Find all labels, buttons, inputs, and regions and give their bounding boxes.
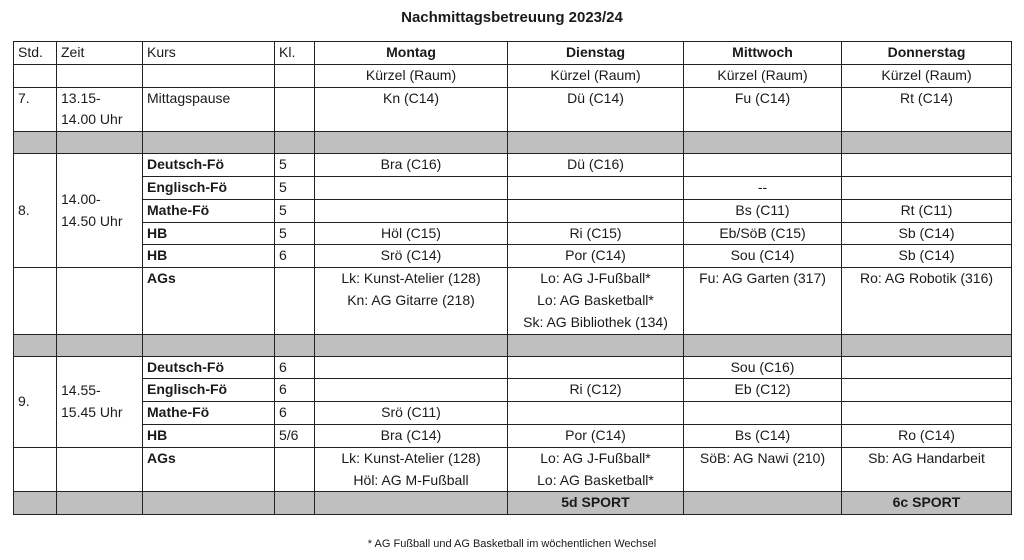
table-cell: Por (C14) bbox=[508, 424, 684, 447]
table-cell: Bra (C14) bbox=[315, 424, 508, 447]
ags-cell: Lo: AG J-Fußball* Lo: AG Basketball* Sk: AG Bibliothek (134) bbox=[508, 268, 684, 334]
ags-highlight: Lk: Kunst-Atelier (128) bbox=[341, 270, 481, 287]
table-row bbox=[14, 199, 1012, 222]
table-cell bbox=[842, 154, 1012, 177]
table-row bbox=[14, 424, 1012, 447]
period-number: 9. bbox=[14, 356, 57, 447]
period-time: 14.55- 15.45 Uhr bbox=[57, 356, 143, 447]
class-level: 6 bbox=[275, 245, 315, 268]
table-cell: Eb/SöB (C15) bbox=[684, 222, 842, 245]
table-cell bbox=[508, 199, 684, 222]
table-cell: Bs (C14) bbox=[684, 424, 842, 447]
period-time: 14.00- 14.50 Uhr bbox=[57, 154, 143, 268]
ags-cell: Ro: AG Robotik (316) bbox=[842, 268, 1012, 334]
table-cell: Sou (C16) bbox=[684, 356, 842, 379]
course-name: Deutsch-Fö bbox=[143, 154, 275, 177]
footnote: * AG Fußball und AG Basketball im wöchentlichen Wechsel bbox=[367, 538, 657, 550]
table-cell bbox=[842, 176, 1012, 199]
class-level: 6 bbox=[275, 356, 315, 379]
header-zeit: Zeit bbox=[57, 42, 143, 65]
table-cell: Srö (C14) bbox=[315, 245, 508, 268]
table-cell bbox=[315, 199, 508, 222]
table-cell: Srö (C11) bbox=[315, 402, 508, 425]
ags-highlight: Lk: Kunst-Atelier (128) bbox=[341, 449, 481, 466]
table-cell: Bs (C11) bbox=[684, 199, 842, 222]
sport-label: 5d SPORT bbox=[508, 492, 684, 515]
table-cell bbox=[508, 356, 684, 379]
course-name: HB bbox=[143, 245, 275, 268]
table-cell: Bra (C16) bbox=[315, 154, 508, 177]
table-cell: Sb (C14) bbox=[842, 245, 1012, 268]
table-row bbox=[14, 379, 1012, 402]
subheader-kuerzel: Kürzel (Raum) bbox=[842, 64, 1012, 87]
table-cell bbox=[315, 356, 508, 379]
header-kl: Kl. bbox=[275, 42, 315, 65]
table-cell bbox=[842, 379, 1012, 402]
table-row bbox=[14, 176, 1012, 199]
row-period-7 bbox=[14, 87, 1012, 132]
table-cell: Rt (C14) bbox=[842, 87, 1012, 132]
header-day: Donnerstag bbox=[842, 42, 1012, 65]
ags-cell bbox=[315, 447, 508, 492]
course-name: Deutsch-Fö bbox=[143, 356, 275, 379]
table-cell bbox=[842, 356, 1012, 379]
subheader-kuerzel: Kürzel (Raum) bbox=[315, 64, 508, 87]
table-row bbox=[14, 222, 1012, 245]
sport-label: 6c SPORT bbox=[842, 492, 1012, 515]
course-name: Mittagspause bbox=[143, 87, 275, 132]
class-level: 5 bbox=[275, 154, 315, 177]
course-name: Englisch-Fö bbox=[143, 176, 275, 199]
table-cell: Eb (C12) bbox=[684, 379, 842, 402]
class-level: 6 bbox=[275, 402, 315, 425]
period-time: 13.15- 14.00 Uhr bbox=[57, 87, 143, 132]
table-cell: Rt (C11) bbox=[842, 199, 1012, 222]
table-cell bbox=[315, 379, 508, 402]
table-cell: Ri (C15) bbox=[508, 222, 684, 245]
table-cell bbox=[684, 402, 842, 425]
ags-row bbox=[14, 447, 1012, 492]
table-cell: Ro (C14) bbox=[842, 424, 1012, 447]
course-name: HB bbox=[143, 424, 275, 447]
table-cell: Höl (C15) bbox=[315, 222, 508, 245]
table-row bbox=[14, 245, 1012, 268]
table-cell bbox=[508, 176, 684, 199]
sport-row bbox=[14, 492, 1012, 515]
class-level: 5 bbox=[275, 176, 315, 199]
period-number: 7. bbox=[14, 87, 57, 132]
ags-entry: Höl: AG M-Fußball bbox=[353, 471, 469, 488]
course-name: Englisch-Fö bbox=[143, 379, 275, 402]
table-cell: Kn (C14) bbox=[315, 87, 508, 132]
ags-cell: Fu: AG Garten (317) bbox=[684, 268, 842, 334]
course-name: Mathe-Fö bbox=[143, 402, 275, 425]
table-cell: -- bbox=[684, 176, 842, 199]
header-kurs: Kurs bbox=[143, 42, 275, 65]
table-cell: Fu (C14) bbox=[684, 87, 842, 132]
table-cell: Dü (C14) bbox=[508, 87, 684, 132]
table-cell: Ri (C12) bbox=[508, 379, 684, 402]
header-day: Mittwoch bbox=[684, 42, 842, 65]
ags-cell: SöB: AG Nawi (210) bbox=[684, 447, 842, 492]
subheader-kuerzel: Kürzel (Raum) bbox=[684, 64, 842, 87]
table-cell: Sb (C14) bbox=[842, 222, 1012, 245]
table-cell bbox=[684, 154, 842, 177]
header-day: Montag bbox=[315, 42, 508, 65]
table-cell bbox=[842, 402, 1012, 425]
table-cell: Por (C14) bbox=[508, 245, 684, 268]
class-level: 5 bbox=[275, 199, 315, 222]
ags-entry: Kn: AG Gitarre (218) bbox=[347, 291, 475, 308]
course-name: Mathe-Fö bbox=[143, 199, 275, 222]
subheader-row bbox=[14, 64, 1012, 87]
header-day: Dienstag bbox=[508, 42, 684, 65]
course-name: AGs bbox=[143, 268, 275, 334]
period-number: 8. bbox=[14, 154, 57, 268]
table-cell bbox=[315, 176, 508, 199]
table-row bbox=[14, 154, 1012, 177]
ags-cell bbox=[315, 268, 508, 334]
ags-cell: Sb: AG Handarbeit bbox=[842, 447, 1012, 492]
table-row bbox=[14, 402, 1012, 425]
table-row bbox=[14, 356, 1012, 379]
table-cell bbox=[508, 402, 684, 425]
subheader-kuerzel: Kürzel (Raum) bbox=[508, 64, 684, 87]
separator-row bbox=[14, 132, 1012, 154]
course-name: HB bbox=[143, 222, 275, 245]
header-std: Std. bbox=[14, 42, 57, 65]
course-name: AGs bbox=[143, 447, 275, 492]
ags-cell: Lo: AG J-Fußball* Lo: AG Basketball* bbox=[508, 447, 684, 492]
class-level: 6 bbox=[275, 379, 315, 402]
page-title: Nachmittagsbetreuung 2023/24 bbox=[401, 9, 623, 26]
class-level: 5 bbox=[275, 222, 315, 245]
ags-row bbox=[14, 268, 1012, 334]
header-row bbox=[14, 42, 1012, 65]
class-level: 5/6 bbox=[275, 424, 315, 447]
separator-row bbox=[14, 334, 1012, 356]
schedule-table bbox=[13, 41, 1012, 515]
table-cell: Sou (C14) bbox=[684, 245, 842, 268]
table-cell: Dü (C16) bbox=[508, 154, 684, 177]
